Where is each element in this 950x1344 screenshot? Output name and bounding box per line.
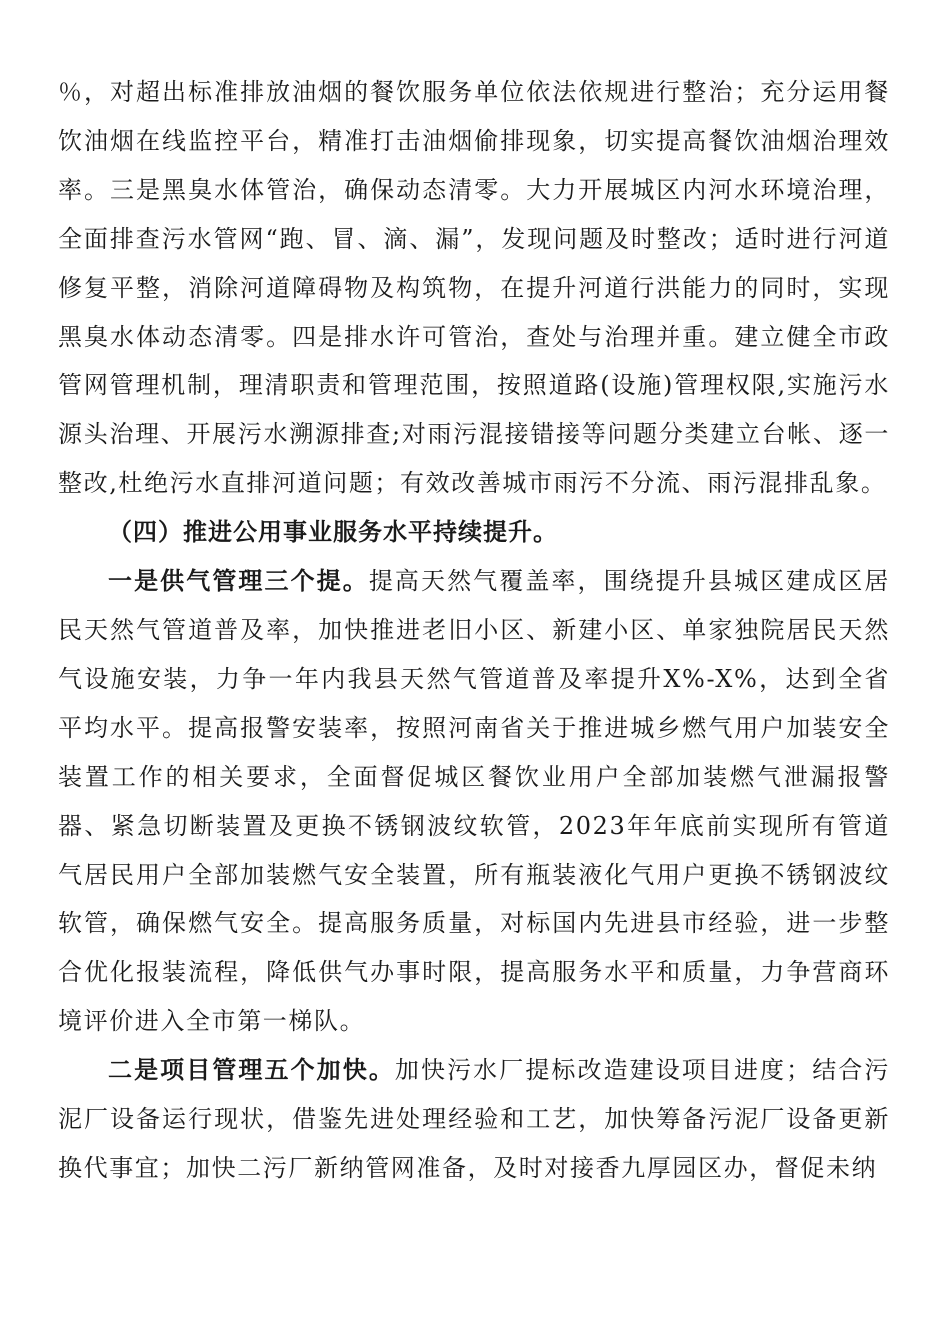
paragraph-body-gas-supply: 提高天然气覆盖率，围绕提升县城区建成区居民天然气管道普及率，加快推进老旧小区、新建小区、单家独院居民天然气设施安装，力争一年内我县天然气管道普及率提升X%-X%，达到全省平均水平。提高报警安装率，按照河南省关于推进城乡燃气用户加装安全装置工作的相关要求，全面督促城区餐饮业用户全部加装燃气泄漏报警器、紧急切断装置及更换不锈钢波纹软管，2023年年底前实现所有管道气居民用户全部加装燃气安全装置，所有瓶装液化气用户更换不锈钢波纹软管，确保燃气安全。提高服务质量，对标国内先进县市经验，进一步整合优化报装流程，降低供气办事时限，提高服务水平和质量，力争营商环境评价进入全市第一梯队。 — [58, 567, 890, 1036]
paragraph-lead-gas-supply: 一是供气管理三个提。 — [108, 567, 369, 596]
document-body — [58, 68, 890, 1193]
section-heading: （四）推进公用事业服务水平持续提升。 — [108, 518, 558, 547]
paragraph-gas-supply — [58, 557, 890, 1046]
paragraph-continuation: ％，对超出标准排放油烟的餐饮服务单位依法依规进行整治；充分运用餐饮油烟在线监控平台，精准打击油烟偷排现象，切实提高餐饮油烟治理效率。三是黑臭水体管治，确保动态清零。大力开展城区内河水环境治理，全面排查污水管网“跑、冒、滴、漏”，发现问题及时整改；适时进行河道修复平整，消除河道障碍物及构筑物，在提升河道行洪能力的同时，实现黑臭水体动态清零。四是排水许可管治，查处与治理并重。建立健全市政管网管理机制，理清职责和管理范围，按照道路(设施)管理权限,实施污水源头治理、开展污水溯源排查;对雨污混接错接等问题分类建立台帐、逐一整改,杜绝污水直排河道问题；有效改善城市雨污不分流、雨污混排乱象。 — [58, 78, 890, 498]
paragraph-lead-project-management: 二是项目管理五个加快。 — [108, 1056, 395, 1085]
paragraph-project-management — [58, 1046, 890, 1193]
paragraph-body-project-management: 加快污水厂提标改造建设项目进度；结合污泥厂设备运行现状，借鉴先进处理经验和工艺，加快筹备污泥厂设备更新换代事宜；加快二污厂新纳管网准备，及时对接香九厚园区办，督促未纳 — [58, 1056, 890, 1182]
